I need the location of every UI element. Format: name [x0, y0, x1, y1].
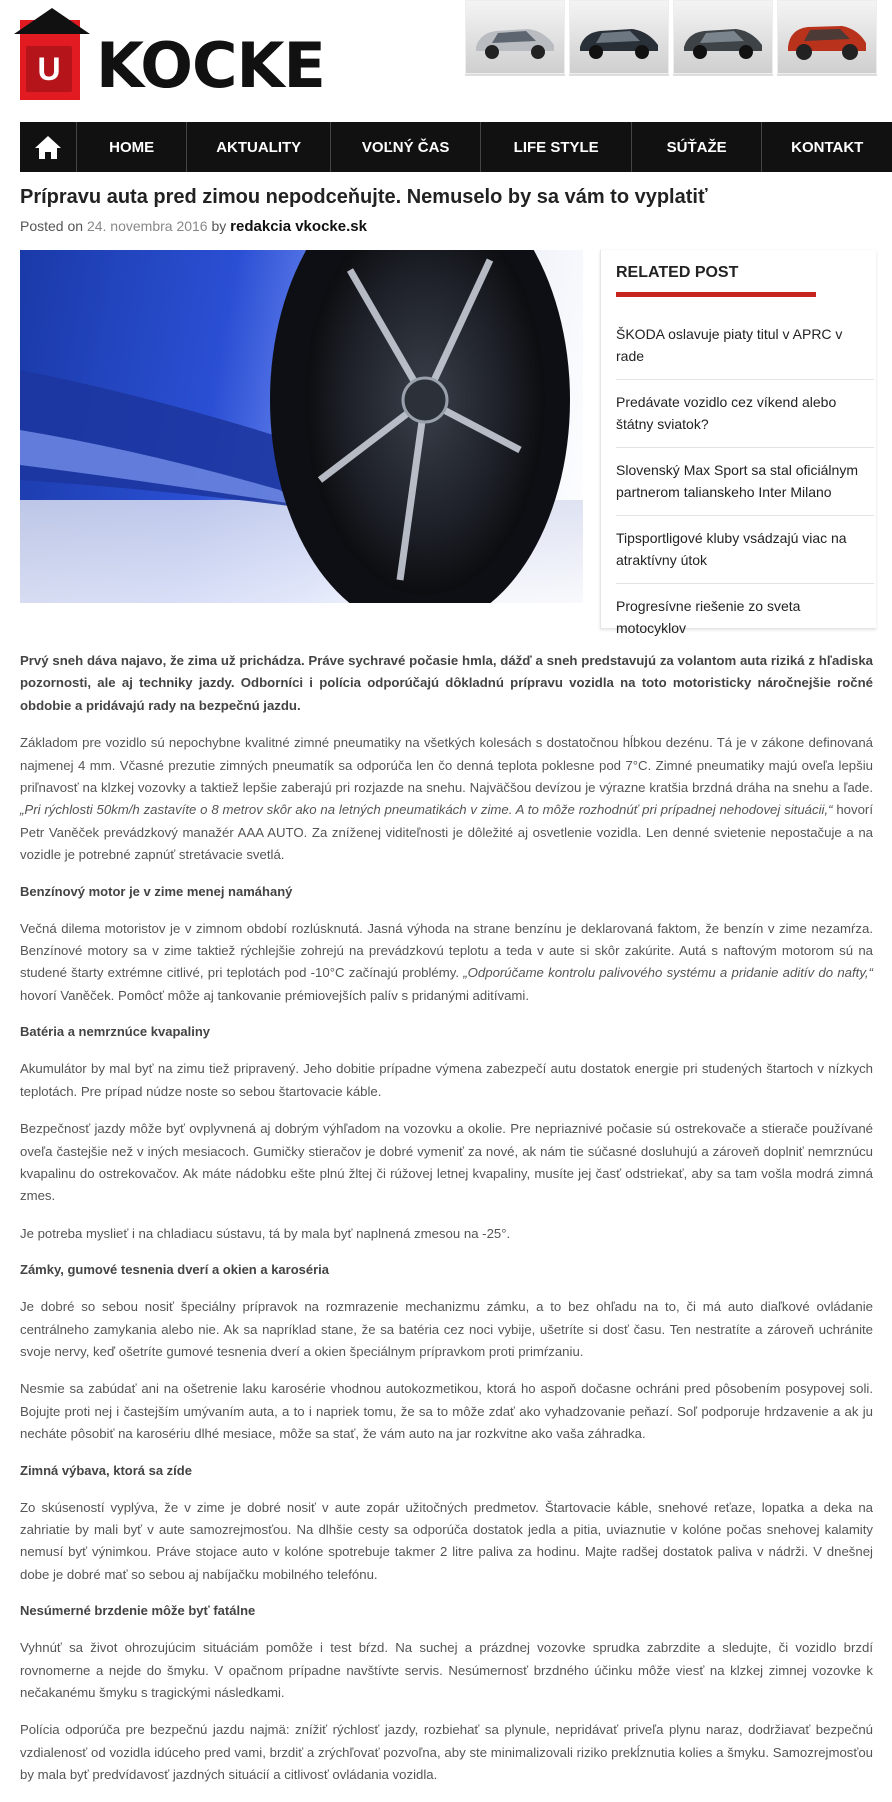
logo-text: KOCKE [96, 29, 325, 102]
article-lead: Prvý sneh dáva najavo, že zima už prichádza. Práve sychravé počasie hmla, dážď a sneh predstavujú za volantom auta riziká z hľadiska pozornosti, ale aj techniky jazdy. Odborníci i polícia odporúčajú dôkladnú prípravu vozidla na toto motoristicky náročnejšie ročné obdobie a pridávajú rady na bezpečnú jazdu. [20, 653, 873, 713]
posted-on-label: Posted on [20, 218, 84, 234]
paragraph: Je dobré so sebou nosiť špeciálny prípravok na rozmrazenie mechanizmu zámku, a to bez ohľadu na to, či má auto diaľkové ovládanie centrálneho zamykania alebo nie. Ak sa napríklad stane, že sa batéria cez noci vybije, ušetríte si dosť času. Ten nestratíte a zároveň uchránite svoje nervy, keď ošetríte gumové tesnenia dverí a okien špeciálnym prípravkom proti primŕzaniu. [20, 1299, 873, 1359]
car-thumbnail-2[interactable] [569, 0, 669, 74]
logo-letter: U [26, 46, 72, 92]
post-date-link[interactable]: 24. novembra 2016 [86, 218, 208, 234]
related-posts-list [616, 312, 874, 651]
site-logo[interactable] [20, 8, 350, 108]
paragraph: Je potreba myslieť i na chladiacu sústavu, tá by mala byť naplnená zmesou na -25°. [20, 1225, 511, 1241]
by-label: by [211, 218, 227, 234]
related-posts-title: RELATED POST [616, 264, 739, 281]
paragraph: Bezpečnosť jazdy môže byť ovplyvnená aj dobrým výhľadom na vozovku a okolie. Pre nepriaznivé počasie sú ostrekovače a stierače používané oveľa častejšie než v iných mesiacoch. Gumičky stieračov je dobré vymeniť za nové, ak nám tie súčasné dosluhujú a zároveň doplniť nemrznúcu kvapalinu do ostrekovačov. Ak máte nádobku ešte plnú žltej či rúžovej letnej kvapaliny, musíte jej časť odstriekať, aby sa tam vošla modrá zimná zmes. [20, 1121, 873, 1204]
nav-item-life-style[interactable]: LIFE STYLE [481, 122, 631, 172]
related-posts-sidebar [600, 250, 876, 636]
related-post-link[interactable]: ŠKODA oslavuje piaty titul v APRC v rade [616, 312, 874, 380]
article-meta [20, 218, 367, 235]
car-thumbnail-3[interactable] [673, 0, 773, 74]
car-thumbnail-1[interactable] [465, 0, 565, 74]
section-heading: Nesúmerné brzdenie môže byť fatálne [20, 1603, 256, 1619]
header-car-gallery [465, 0, 892, 78]
nav-item-kontakt[interactable]: KONTAKT [791, 138, 864, 156]
author-link[interactable]: redakcia vkocke.sk [230, 218, 367, 235]
paragraph: Nesmie sa zabúdať ani na ošetrenie laku karosérie vhodnou autokozmetikou, ktorá ho aspoň dočasne ochráni pred pôsobením posypovej soli. Bojujte proti nej i častejším umývaním auta, a to i napriek tomu, že sa to môže zdať ako vyhadzovanie peňazí. Soľ podporuje hrdzavenie a ak ju necháte pôsobiť na karosériu dlhé mesiace, môže sa stať, že vám auto na jar rozkvitne ako vaša záhradka. [20, 1381, 873, 1442]
paragraph: Akumulátor by mal byť na zimu tiež pripravený. Jeho dobitie prípadne výmena zabezpečí autu dostatok energie pri studených štartoch v nízkych teplotách. Pre prípad núdze noste so sebou štartovacie káble. [20, 1061, 873, 1099]
paragraph: Vyhnúť sa život ohrozujúcim situáciám pomôže i test bŕzd. Na suchej a prázdnej vozovke sprudka zabrzdite a sledujte, či vozidlo brzdí rovnomerne a nejde do šmyku. V opačnom prípadne navštívte servis. Nesúmernosť brzdného účinku môže viesť na klzkej zimnej vozovke k nečakanému šmyku s tragickými následkami. [20, 1640, 873, 1700]
quote: „Pri rýchlosti 50km/h zastavíte o 8 metrov skôr ako na letných pneumatikách v zime. A to môže rozhodnúť pri prípadnej nehodovej situácii,“ [20, 802, 833, 818]
article-featured-image [20, 250, 583, 603]
nav-item-home[interactable]: HOME [77, 122, 188, 172]
related-post-link[interactable]: Slovenský Max Sport sa stal oficiálnym partnerom talianskeho Inter Milano [616, 448, 874, 516]
nav-item-volny-cas[interactable]: VOĽNÝ ČAS [331, 122, 481, 172]
nav-item-aktuality[interactable]: AKTUALITY [187, 122, 331, 172]
main-navigation [20, 122, 892, 172]
related-post-link[interactable]: Progresívne riešenie zo sveta motocyklov [616, 598, 801, 636]
paragraph: Večná dilema motoristov je v zimnom období rozlúsknutá. Jasná výhoda na strane benzínu je deklarovaná faktom, že benzín v zime nezamŕza. Benzínové motory sa v zime taktiež rýchlejšie zohrejú na prevádzkovú teplotu a teda v aute si skôr zakúrite. Autá s naftovým motorom sú na studené štarty extrémne citlivé, pri teplotách pod -10°C začínajú problémy. „Odporúčame kontrolu palivového systému a pridanie aditív do nafty,“ hovorí Vaněček. Pomôcť môže aj tankovanie prémiovejších palív s pridanými aditívami. [20, 920, 873, 1003]
home-icon [34, 134, 62, 160]
related-post-link[interactable]: Tipsportligové kluby vsádzajú viac na atraktívny útok [616, 516, 874, 584]
title-underline [616, 292, 816, 297]
article-title: Prípravu auta pred zimou nepodceňujte. Nemuselo by sa vám to vyplatiť [20, 186, 708, 208]
related-post-link[interactable]: Predávate vozidlo cez víkend alebo štátny sviatok? [616, 380, 874, 448]
paragraph: Polícia odporúča pre bezpečnú jazdu najmä: znížiť rýchlosť jazdy, rozbiehať sa plynule, nepridávať priveľa plynu naraz, dodržiavať bezpečnú vzdialenosť od vozidla idúceho pred vami, brzdiť a zrýchľovať pozvoľna, aby ste minimalizovali riziko prekĺznutia kolies a šmyku. Samozrejmosťou by mala byť predvídavosť jazdných situácií a citlivosť ovládania vozidla. [20, 1722, 873, 1783]
section-heading: Batéria a nemrznúce kvapaliny [20, 1024, 211, 1040]
logo-cube [20, 20, 80, 100]
paragraph: Zo skúseností vyplýva, že v zime je dobré nosiť v aute zopár užitočných predmetov. Štartovacie káble, snehové reťaze, lopatka a deka na zahriatie by mali byť v aute samozrejmosťou. Na dlhšie cesty sa odporúča dostatok jedla a pitia, uviaznutie v kolóne počas snehovej kalamity nemusí byť výnimkou. Práve stojace auto v kolóne spotrebuje takmer 2 litre paliva za hodinu. Majte radšej dostatok paliva v nádrži. V dnešnej dobe je dobré mať so sebou aj nabíjačku mobilného telefónu. [20, 1499, 873, 1582]
paragraph: Základom pre vozidlo sú nepochybne kvalitné zimné pneumatiky na všetkých kolesách s dostatočnou hĺbkou dezénu. Tá je v zákone definovaná najmenej 4 mm. Včasné prezutie zimných pneumatík sa odporúča len čo denná teplota poklesne pod 7°C. Zimné pneumatiky majú oveľa lepšiu priľnavosť na klzkej vozovky a taktiež lepšie zaberajú pri rozjazde na snehu. Najväčšou devízou je výrazne kratšia brzdná dráha na snehu a ľade. „Pri rýchlosti 50km/h zastavíte o 8 metrov skôr ako na letných pneumatikách v zime. A to môže rozhodnúť pri prípadnej nehodovej situácii,“ hovorí Petr Vaněček prevádzkový manažér AAA AUTO. Za zníženej viditeľnosti je dôležité aj osvetlenie vozidla. Len denné svietenie nepostačuje a na vozidle je potrebné zapnúť stretávacie svetlá. [20, 735, 873, 863]
section-heading: Zámky, gumové tesnenia dverí a okien a karoséria [20, 1262, 330, 1278]
nav-item-sutaze[interactable]: SÚŤAŽE [632, 122, 763, 172]
section-heading: Benzínový motor je v zime menej namáhaný [20, 883, 293, 899]
article-body [20, 650, 873, 1802]
quote: „Odporúčame kontrolu palivového systému a pridanie aditív do nafty,“ [463, 965, 873, 981]
section-heading: Zimná výbava, ktorá sa zíde [20, 1462, 192, 1478]
nav-home-button[interactable] [20, 122, 77, 172]
car-thumbnail-4[interactable] [777, 0, 877, 74]
